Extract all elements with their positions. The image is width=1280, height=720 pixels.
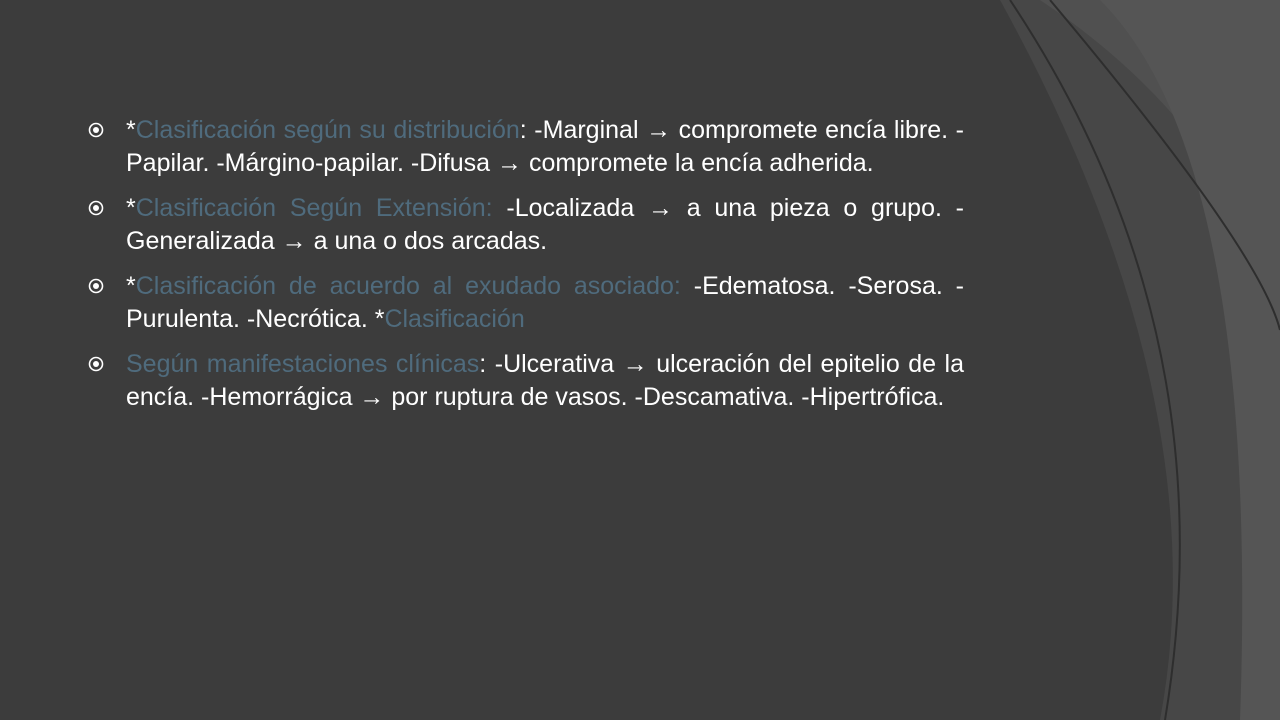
- list-item: [88, 114, 964, 180]
- item-body: : -Ulcerativa → ulceración del epitelio de la encía. -Hemorrágica → por ruptura de vasos. -Descamativa. -Hipertrófica.: [126, 350, 964, 411]
- item-prefix: *: [126, 272, 136, 300]
- item-accent-heading: Según manifestaciones clínicas: [126, 350, 480, 378]
- list-item: [88, 192, 964, 258]
- item-body: -Localizada → a una pieza o grupo. -Generalizada → a una o dos arcadas.: [126, 194, 965, 255]
- item-text: [126, 350, 964, 411]
- circle-target-icon: [88, 122, 104, 138]
- item-prefix: *: [126, 116, 136, 144]
- item-accent-trailing: Clasificación: [384, 305, 525, 333]
- item-prefix: *: [126, 194, 136, 222]
- item-accent-heading: Clasificación Según Extensión:: [135, 194, 493, 222]
- circle-target-icon: [88, 278, 104, 294]
- item-text: [126, 116, 964, 177]
- item-accent-heading: Clasificación de acuerdo al exudado asociado:: [135, 272, 681, 300]
- item-body: : -Marginal → compromete encía libre. -Papilar. -Márgino-papilar. -Difusa → compromete la encía adherida.: [126, 116, 964, 177]
- circle-target-icon: [88, 356, 104, 372]
- item-text: [126, 194, 964, 255]
- list-item: [88, 270, 964, 336]
- item-accent-heading: Clasificación según su distribución: [135, 116, 520, 144]
- item-body: -Edematosa. -Serosa. -Purulenta. -Necrótica. *: [126, 272, 964, 333]
- bullet-list: [88, 114, 964, 426]
- list-item: [88, 348, 964, 414]
- item-text: [126, 272, 964, 333]
- circle-target-icon: [88, 200, 104, 216]
